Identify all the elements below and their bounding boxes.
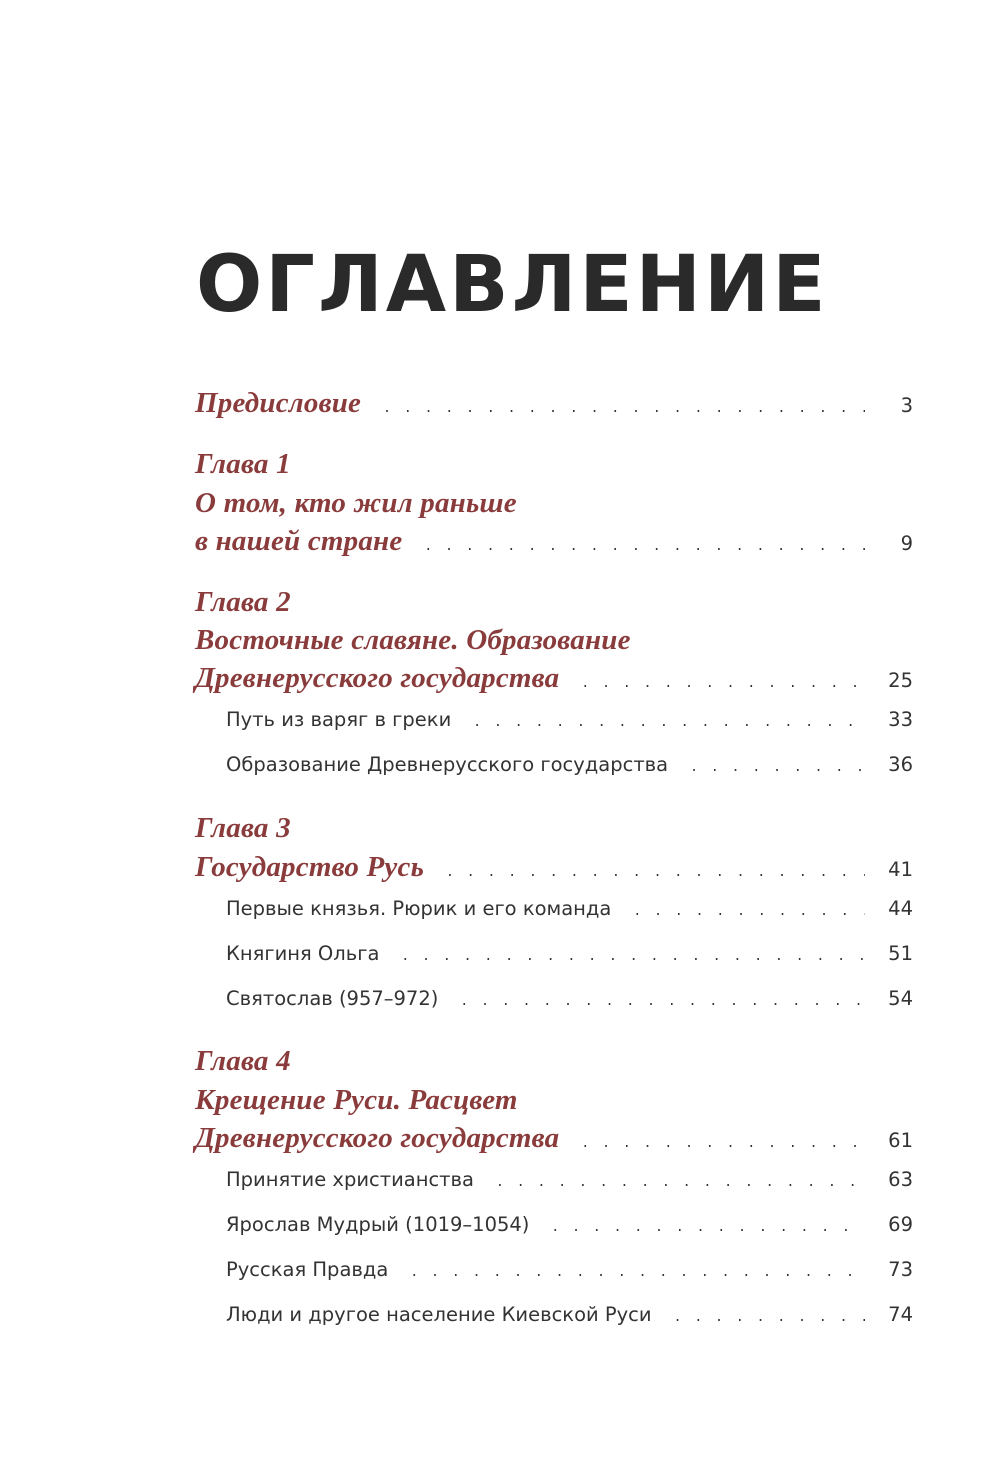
dot-leader: [690, 760, 865, 775]
dot-leader: [410, 1265, 865, 1280]
chapter-1-title-line1: О том, кто жил раньше: [195, 487, 517, 519]
toc-page-number: 74: [888, 1303, 913, 1326]
dot-leader: [581, 676, 865, 691]
dot-leader: [581, 1136, 865, 1151]
toc-entry-section[interactable]: [226, 897, 913, 937]
chapter-1-label: Глава 1: [195, 448, 291, 480]
section-title: Образование Древнерусского государства: [226, 753, 669, 776]
chapter-title-line: [195, 487, 913, 527]
toc-page-number: 51: [888, 942, 913, 965]
toc-entry-section[interactable]: [226, 987, 913, 1027]
chapter-3-title-line1: Государство Русь: [195, 851, 425, 883]
toc-page-number: 9: [900, 532, 913, 555]
chapter-2-title-line1: Восточные славяне. Образование: [195, 624, 631, 656]
dot-leader: [424, 539, 865, 554]
chapter-4-title-line1: Крещение Руси. Расцвет: [195, 1084, 518, 1116]
chapter-2-label: Глава 2: [195, 586, 291, 618]
dot-leader: [473, 715, 865, 730]
chapter-label: [195, 812, 913, 852]
toc-page-number: 25: [888, 669, 913, 692]
page-title: ОГЛАВЛЕНИЕ: [196, 240, 829, 330]
chapter-title-line: [195, 1084, 913, 1124]
toc-page-number: 44: [888, 897, 913, 920]
toc-entry-section[interactable]: [226, 753, 913, 793]
section-title: Путь из варяг в греки: [226, 708, 452, 731]
toc-page-number: 73: [888, 1258, 913, 1281]
section-title: Ярослав Мудрый (1019–1054): [226, 1213, 530, 1236]
toc-page-number: 61: [888, 1129, 913, 1152]
section-title: Принятие христианства: [226, 1168, 474, 1191]
dot-leader: [401, 949, 865, 964]
toc-page-number: 36: [888, 753, 913, 776]
toc-page-number: 63: [888, 1168, 913, 1191]
section-title: Русская Правда: [226, 1258, 389, 1281]
chapter-1-title-line2: в нашей стране: [195, 525, 403, 557]
toc-entry-chapter-1[interactable]: [195, 525, 913, 565]
toc-entry-chapter-2[interactable]: [195, 662, 913, 702]
dot-leader: [460, 994, 865, 1009]
section-title: Первые князья. Рюрик и его команда: [226, 897, 612, 920]
toc-entry-section[interactable]: [226, 942, 913, 982]
chapter-4-label: Глава 4: [195, 1045, 291, 1077]
toc-entry-preface[interactable]: [195, 387, 913, 427]
toc-entry-section[interactable]: [226, 1258, 913, 1298]
dot-leader: [551, 1220, 865, 1235]
toc-entry-section[interactable]: [226, 1213, 913, 1253]
toc-page-number: 69: [888, 1213, 913, 1236]
toc-entry-chapter-3[interactable]: [195, 851, 913, 891]
section-title: Княгиня Ольга: [226, 942, 380, 965]
toc-page-number: 3: [900, 394, 913, 417]
toc-entry-title: Предисловие: [195, 387, 362, 419]
dot-leader: [496, 1175, 865, 1190]
toc-entry-section[interactable]: [226, 1168, 913, 1208]
dot-leader: [446, 865, 865, 880]
toc-page-number: 54: [888, 987, 913, 1010]
section-title: Люди и другое население Киевской Руси: [226, 1303, 652, 1326]
dot-leader: [383, 401, 865, 416]
toc-entry-section[interactable]: [226, 1303, 913, 1343]
chapter-3-label: Глава 3: [195, 812, 291, 844]
toc-entry-section[interactable]: [226, 708, 913, 748]
toc-entry-chapter-4[interactable]: [195, 1122, 913, 1162]
chapter-4-title-line2: Древнерусского государства: [195, 1122, 560, 1154]
chapter-label: [195, 586, 913, 626]
dot-leader: [674, 1310, 865, 1325]
dot-leader: [633, 904, 865, 919]
chapter-title-line: [195, 624, 913, 664]
chapter-label: [195, 448, 913, 488]
toc-page-number: 41: [888, 858, 913, 881]
toc-page-number: 33: [888, 708, 913, 731]
chapter-label: [195, 1045, 913, 1085]
section-title: Святослав (957–972): [226, 987, 439, 1010]
chapter-2-title-line2: Древнерусского государства: [195, 662, 560, 694]
